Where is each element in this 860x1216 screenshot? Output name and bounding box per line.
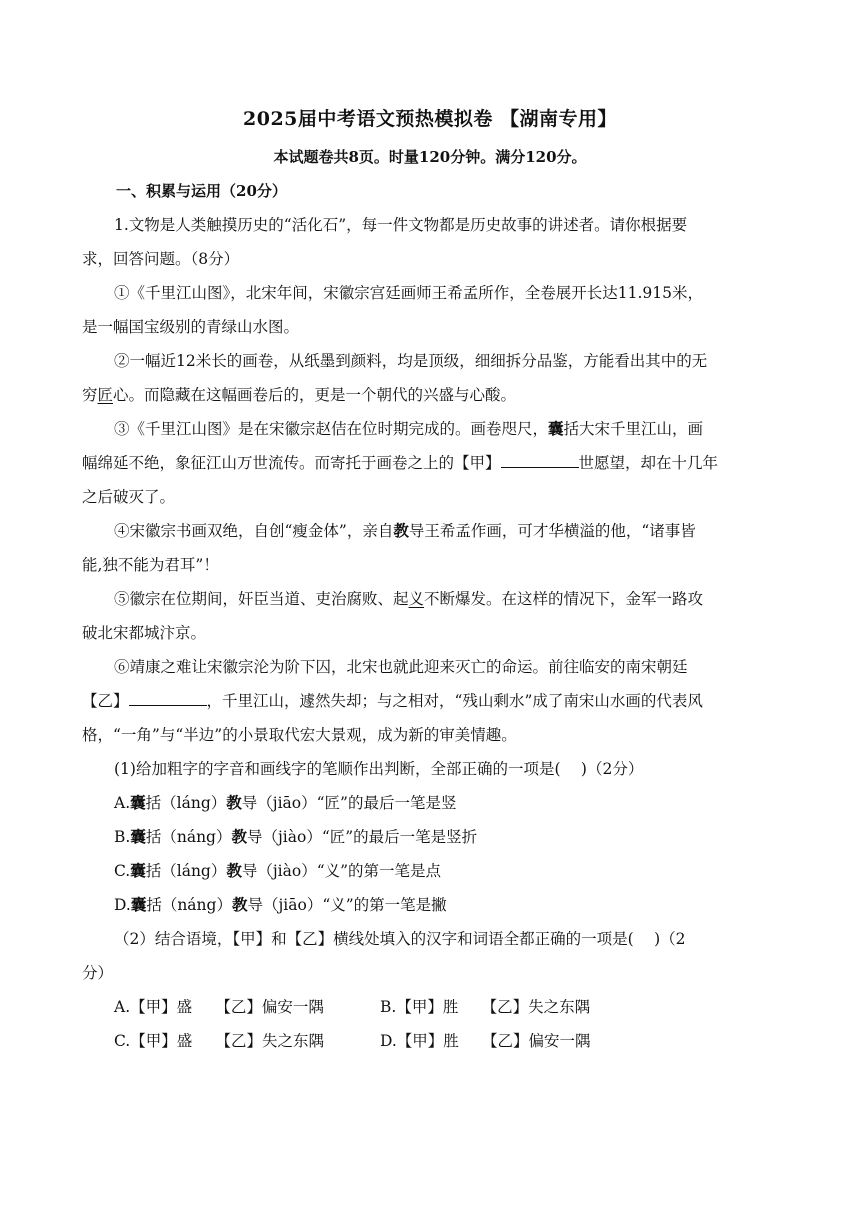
text-run: 导（jiāo）“义”的第一笔是撇 — [247, 896, 447, 914]
option-a[interactable]: A.【甲】盛 【乙】偏安一隅 — [114, 998, 324, 1016]
option-letter: C. — [114, 862, 131, 880]
paragraph-4-line2: 能,独不能为君耳”！ — [82, 556, 219, 574]
text-run: 括大宋千里江山，画 — [563, 420, 704, 438]
text-run: 括（láng） — [145, 794, 227, 812]
q1-intro-line2: 求，回答问题。（8分） — [82, 250, 240, 268]
text-run: ，千里江山，遽然失却；与之相对，“残山剩水”成了南宋山水画的代表风 — [206, 692, 703, 710]
bold-char: 囊 — [130, 861, 146, 880]
text-run: 导（jiào）“义”的第一笔是点 — [241, 862, 442, 880]
paragraph-4-line1 — [82, 514, 782, 548]
underlined-char: 匠 — [97, 386, 114, 404]
bold-char: 教 — [231, 895, 248, 914]
text-run: 导（jiāo）“匠”的最后一笔是竖 — [241, 794, 457, 812]
text-run: 括（náng） — [145, 828, 232, 846]
paragraph-6-line3: 格，“一角”与“半边”的小景取代宏大景观，成为新的审美情趣。 — [82, 726, 517, 744]
text-run: 导王希孟作画，可才华横溢的他，“诸事皆 — [408, 522, 696, 540]
q1-intro-line1: 1.文物是人类触摸历史的“活化石”，每一件文物都是历史故事的讲述者。请你根据要 — [114, 216, 688, 234]
paragraph-6-line1: ⑥靖康之难让宋徽宗沦为阶下囚，北宋也就此迎来灭亡的命运。前往临安的南宋朝廷 — [114, 658, 688, 676]
option-b[interactable]: B.【甲】胜 【乙】失之东隅 — [380, 998, 591, 1016]
text-run: 括（láng） — [145, 862, 227, 880]
text-run: 世愿望，却在十几年 — [578, 454, 719, 472]
text-run: ③《千里江山图》是在宋徽宗赵佶在位时期完成的。画卷咫尺， — [114, 420, 549, 438]
paragraph-3-line3: 之后破灭了。 — [82, 488, 176, 506]
bold-char: 囊 — [548, 419, 564, 438]
question-1-body — [82, 208, 782, 1058]
fill-blank-jia — [501, 451, 579, 468]
bold-char: 教 — [226, 793, 242, 812]
underlined-char: 义 — [408, 590, 425, 608]
options-row-ab — [82, 990, 782, 1024]
paragraph-6-line2 — [82, 684, 782, 718]
sub-question-1-stem: (1)给加粗字的字音和画线字的笔顺作出判断，全部正确的一项是( )（2分） — [114, 760, 644, 778]
option-c[interactable] — [82, 854, 782, 888]
fill-blank-yi — [129, 689, 207, 706]
bold-char: 囊 — [130, 793, 146, 812]
paragraph-1-line2: 是一幅国宝级别的青绿山水图。 — [82, 318, 300, 336]
text-run: 【乙】 — [82, 692, 129, 710]
text-run: 括（náng） — [146, 896, 232, 914]
paragraph-2-line2 — [82, 378, 782, 412]
text-run: 穷 — [82, 386, 98, 404]
option-d[interactable]: D.【甲】胜 【乙】偏安一隅 — [380, 1032, 591, 1050]
paragraph-1-line1: ①《千里江山图》，北宋年间，宋徽宗宫廷画师王希孟所作，全卷展开长达11.915米， — [114, 284, 703, 302]
sub-question-2-stem-line2: 分） — [82, 964, 114, 982]
option-letter: D. — [114, 896, 131, 914]
text-run: ④宋徽宗书画双绝，自创“瘦金体”，亲自 — [114, 522, 394, 540]
option-letter: A. — [114, 794, 131, 812]
page-title: 2025届中考语文预热模拟卷 【湖南专用】 — [243, 108, 617, 130]
option-letter: B. — [114, 828, 131, 846]
bold-char: 囊 — [130, 895, 147, 914]
option-c[interactable]: C.【甲】盛 【乙】失之东隅 — [114, 1032, 324, 1050]
options-row-cd — [82, 1024, 782, 1058]
bold-char: 教 — [231, 827, 247, 846]
paragraph-3-line1 — [82, 412, 782, 446]
option-d[interactable] — [82, 888, 782, 922]
bold-char: 囊 — [130, 827, 146, 846]
section-heading: 一、积累与运用（20分） — [116, 182, 287, 200]
bold-char: 教 — [226, 861, 242, 880]
text-run: 心。而隐藏在这幅画卷后的，更是一个朝代的兴盛与心酸。 — [113, 386, 517, 404]
text-run: ⑤徽宗在位期间，奸臣当道、吏治腐败、起 — [114, 590, 409, 608]
text-run: 不断爆发。在这样的情况下，金军一路攻 — [424, 590, 704, 608]
option-a[interactable] — [82, 786, 782, 820]
paragraph-2-line1: ②一幅近12米长的画卷，从纸墨到颜料，均是顶级，细细拆分品鉴，方能看出其中的无 — [114, 352, 708, 370]
text-run: 导（jiào）“匠”的最后一笔是竖折 — [247, 828, 478, 846]
paragraph-5-line2: 破北宋都城汴京。 — [82, 624, 207, 642]
exam-info: 本试题卷共8页。时量120分钟。满分120分。 — [273, 148, 587, 166]
bold-char: 教 — [393, 521, 409, 540]
paragraph-3-line2 — [82, 446, 782, 480]
sub-question-2-stem-line1: （2）结合语境，【甲】和【乙】横线处填入的汉字和词语全都正确的一项是( )（2 — [114, 930, 686, 948]
text-run: 幅绵延不绝，象征江山万世流传。而寄托于画卷之上的【甲】 — [82, 454, 501, 472]
option-b[interactable] — [82, 820, 782, 854]
paragraph-5-line1 — [82, 582, 782, 616]
